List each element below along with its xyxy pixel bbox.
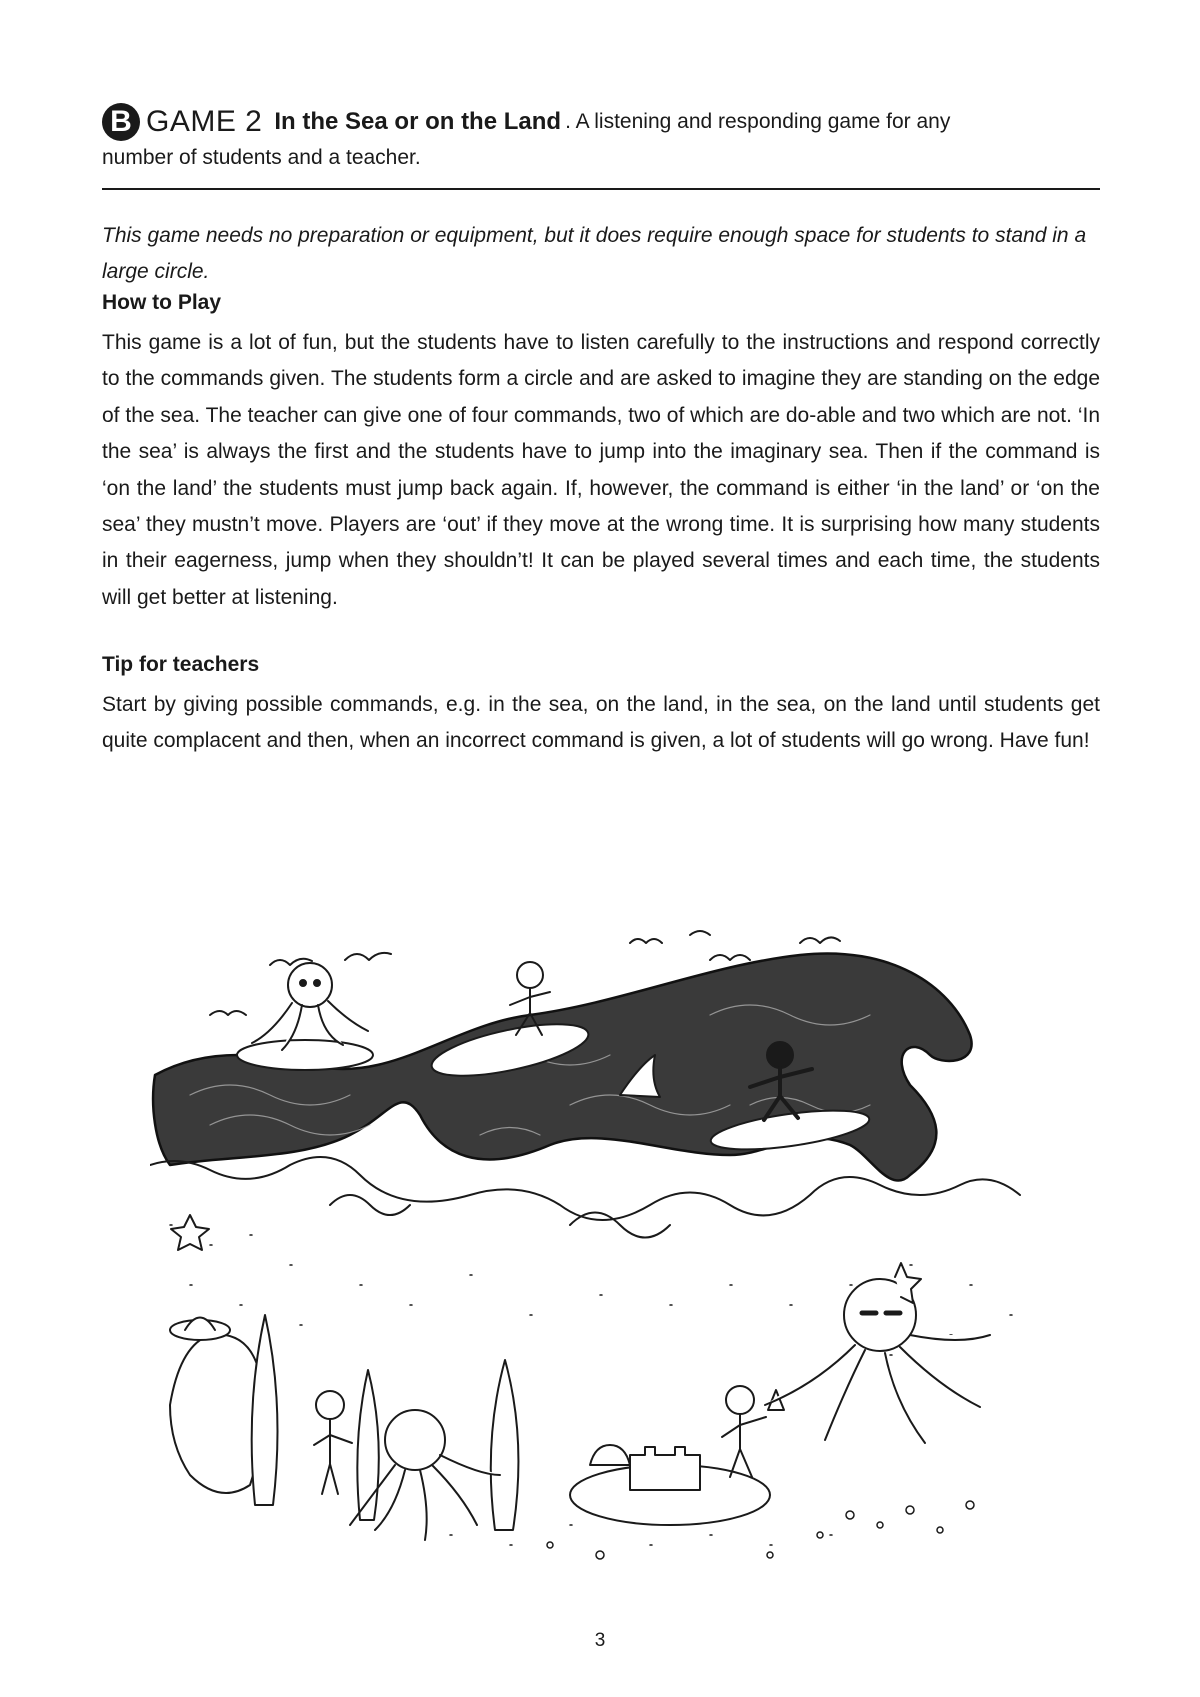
how-to-play-heading: How to Play — [102, 291, 222, 314]
how-to-play-body: This game is a lot of fun, but the students have to listen carefully to the instructions and respond correctly to the commands given. The students form a circle and are asked to imagine they are standing on the edge of the sea. The teacher can give one of four commands, two of which are do-able and two which are not. ‘In the sea’ is always the first and the students have to jump into the imaginary sea. Then if the command is ‘on the land’ the students must jump back again. If, however, the command is either ‘in the land’ or ‘on the sea’ they mustn’t move. Players are ‘out’ if they move at the wrong time. It is surprising how many students in their eagerness, jump when they shouldn’t! It can be played several times and each time, the students will get better at listening. — [102, 331, 1100, 609]
beach-illustration — [150, 905, 1050, 1585]
beach-surfboards — [252, 1315, 519, 1530]
sandcastle — [570, 1445, 770, 1525]
game-title: In the Sea or on the Land — [274, 108, 562, 135]
starfish-icon — [171, 1215, 209, 1250]
surfer-octopus — [237, 963, 373, 1070]
section-b-badge-icon: B — [102, 103, 140, 141]
game-header — [102, 100, 1102, 170]
child-figure — [314, 1391, 352, 1494]
intro-note: This game needs no preparation or equipment, but it does require enough space for students to stand in a large circle. — [102, 224, 1087, 283]
header-line-1 — [102, 100, 1102, 144]
game-description-cont: number of students and a teacher. — [102, 146, 421, 169]
octopus-sunglasses — [765, 1263, 990, 1443]
page-number: 3 — [594, 1630, 606, 1651]
tip-heading: Tip for teachers — [102, 653, 260, 676]
tip-body: Start by giving possible commands, e.g. in the sea, on the land, in the sea, on the land until students get quite complacent and then, when an incorrect command is given, a lot of students will go wrong. Have fun! — [102, 693, 1100, 753]
shark-with-hat — [170, 1318, 263, 1494]
game-number: GAME 2 — [146, 105, 263, 138]
header-divider — [102, 188, 1100, 190]
game-description: . A listening and responding game for any — [565, 110, 951, 133]
